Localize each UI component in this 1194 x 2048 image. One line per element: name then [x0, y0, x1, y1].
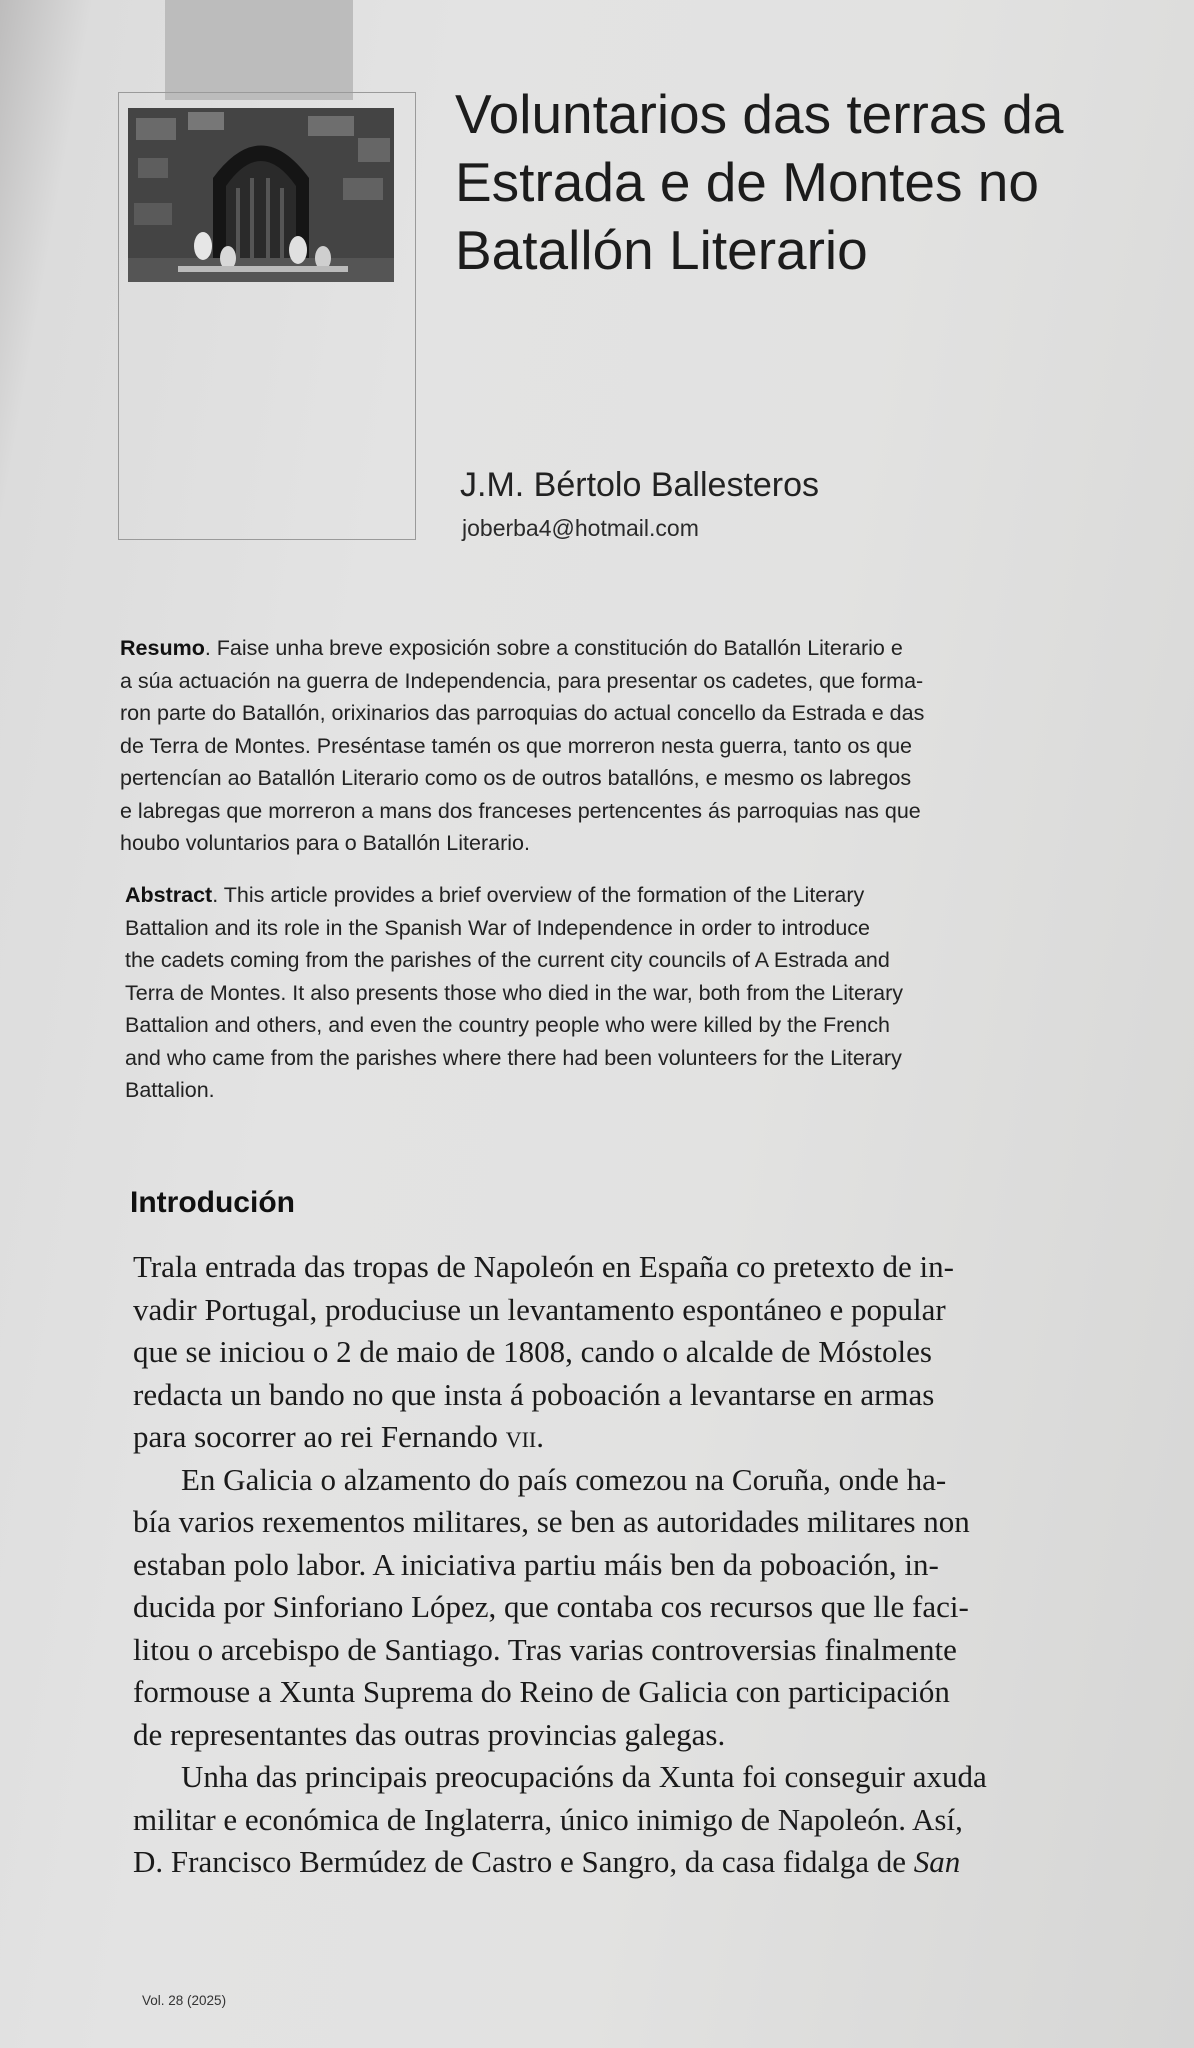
body-line: Unha das principais preocupacións da Xunta foi conseguir axuda	[181, 1759, 987, 1794]
body-line: militar e económica de Inglaterra, único inimigo de Napoleón. Así,	[133, 1801, 963, 1837]
header-tab-bar	[165, 0, 353, 100]
author-name: J.M. Bértolo Ballesteros	[460, 466, 820, 504]
resumo-line: ron parte do Batallón, orixinarios das parroquias do actual concello da Estrada e das	[120, 701, 925, 725]
abstract-line: the cadets coming from the parishes of the current city councils of A Estrada and	[125, 948, 890, 972]
abstract-line: Battalion and others, and even the country people who were killed by the French	[125, 1013, 890, 1037]
resumo-line: de Terra de Montes. Preséntase tamén os que morreron nesta guerra, tanto os que	[120, 733, 912, 758]
abstract-line: Battalion and its role in the Spanish War of Independence in order to introduce	[125, 915, 871, 940]
body-line: Trala entrada das tropas de Napoleón en España co pretexto de in-	[133, 1249, 954, 1284]
resumo-line: e labregas que morreron a mans dos franceses pertencentes ás parroquias nas que	[120, 798, 921, 823]
author-email[interactable]: joberba4@hotmail.com	[462, 515, 699, 541]
section-heading: Introdución	[130, 1186, 295, 1219]
abstract-line: Terra de Montes. It also presents those who died in the war, both from the Literary	[125, 980, 903, 1005]
body-line: litou o arcebispo de Santiago. Tras varias controversias finalmente	[133, 1631, 957, 1667]
abstract-line: Battalion.	[125, 1078, 215, 1102]
article-title	[455, 80, 1175, 284]
body-text	[133, 1246, 1153, 1884]
title-line: Estrada e de Montes no	[455, 151, 1039, 213]
resumo-line: houbo voluntarios para o Batallón Literario.	[120, 831, 530, 855]
body-line: ducida por Sinforiano López, que contaba cos recursos que lle faci-	[133, 1589, 969, 1624]
abstract-label: Abstract	[125, 883, 213, 907]
body-line: estaban polo labor. A iniciativa partiu máis ben da poboación, in-	[133, 1546, 939, 1582]
abstract-line-text: . This article provides a brief overview of the formation of the Literary	[212, 883, 865, 907]
body-line-text: para socorrer ao rei Fernando	[133, 1419, 506, 1454]
body-line	[133, 1841, 1153, 1884]
body-line-text: D. Francisco Bermúdez de Castro e Sangro, da casa fidalga de	[133, 1844, 914, 1879]
roman-numeral: vii	[505, 1419, 537, 1454]
italic-word: San	[913, 1844, 961, 1879]
body-line: formouse a Xunta Suprema do Reino de Galicia con participación	[133, 1674, 950, 1709]
title-line: Voluntarios das terras da	[455, 83, 1064, 145]
resumo-paragraph	[120, 632, 1120, 860]
church-doorway-photo	[128, 108, 394, 282]
body-line: redacta un bando no que insta á poboación a levantarse en armas	[133, 1376, 935, 1412]
resumo-line	[120, 632, 1120, 665]
body-line: que se iniciou o 2 de maio de 1808, cando o alcalde de Móstoles	[133, 1334, 932, 1369]
title-line: Batallón Literario	[455, 219, 868, 281]
body-line-text: .	[536, 1419, 544, 1454]
resumo-label: Resumo	[120, 636, 205, 660]
abstract-line	[125, 879, 1125, 912]
body-line: vadir Portugal, produciuse un levantamento espontáneo e popular	[133, 1291, 946, 1327]
abstract-line: and who came from the parishes where there had been volunteers for the Literary	[125, 1045, 902, 1070]
body-line: de representantes das outras provincias galegas.	[133, 1716, 726, 1752]
body-line: bía varios rexementos militares, se ben as autoridades militares non	[133, 1504, 970, 1539]
resumo-line-text: . Faise unha breve exposición sobre a constitución do Batallón Literario e	[204, 636, 903, 660]
volume-footer: Vol. 28 (2025)	[142, 1993, 227, 2008]
body-line: En Galicia o alzamento do país comezou na Coruña, onde ha-	[181, 1461, 947, 1497]
body-line	[133, 1416, 1153, 1459]
abstract-paragraph	[125, 879, 1125, 1107]
resumo-line: a súa actuación na guerra de Independencia, para presentar os cadetes, que forma-	[120, 668, 924, 693]
resumo-line: pertencían ao Batallón Literario como os de outros batallóns, e mesmo os labregos	[120, 766, 912, 790]
